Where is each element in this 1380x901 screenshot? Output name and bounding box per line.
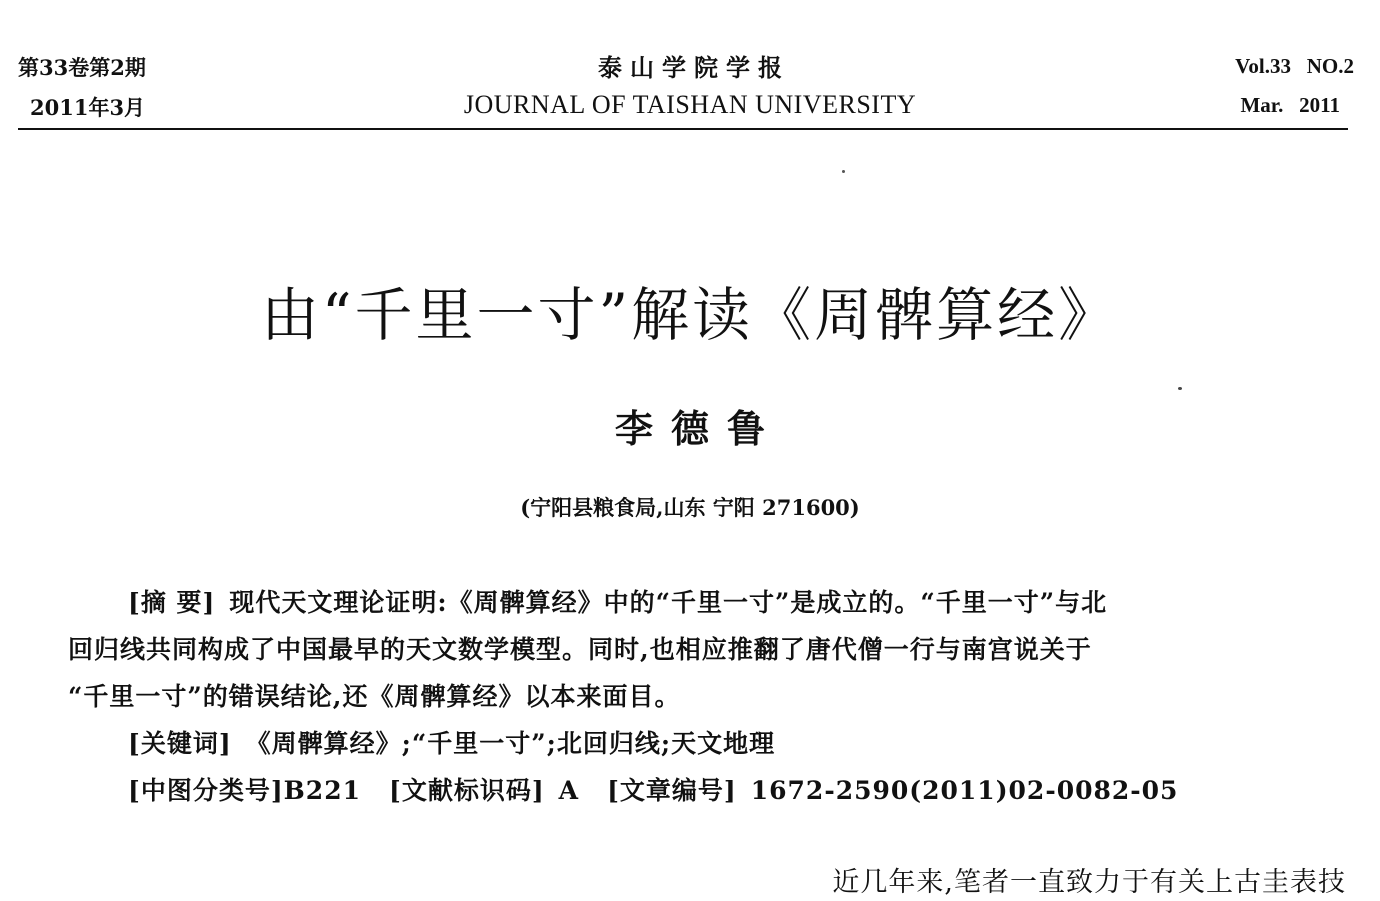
clc-label: [中图分类号] xyxy=(128,776,284,805)
doc-code-value: A xyxy=(558,776,580,805)
abstract-text: 现代天文理论证明:《周髀算经》中的“千里一寸”是成立的。“千里一寸”与北 xyxy=(229,588,1108,617)
abstract-label: [摘 要] xyxy=(128,588,216,617)
header-rule xyxy=(18,128,1348,130)
abstract-line xyxy=(128,583,1107,619)
article-title: 由“千里一寸”解读《周髀算经》 xyxy=(260,281,1120,349)
journal-date-en: Mar. 2011 xyxy=(1240,93,1340,117)
article-number-label: [文章编号] xyxy=(607,776,737,805)
classification-line xyxy=(128,771,1178,807)
abstract-line: 回归线共同构成了中国最早的天文数学模型。同时,也相应推翻了唐代僧一行与南宫说关于 xyxy=(68,635,1092,664)
keywords-label: [关键词] xyxy=(128,729,232,758)
scan-speck xyxy=(1178,387,1182,390)
scan-speck xyxy=(842,170,845,173)
journal-date: 2011年3月 xyxy=(30,95,146,120)
journal-volume-issue: 第33卷第2期 xyxy=(18,55,146,80)
journal-name-en: JOURNAL OF TAISHAN UNIVERSITY xyxy=(463,90,917,119)
doc-code-label: [文献标识码] xyxy=(389,776,545,805)
keywords-line xyxy=(128,724,775,760)
article-author: 李德鲁 xyxy=(614,406,783,451)
article-number-value: 1672-2590(2011)02-0082-05 xyxy=(750,776,1179,805)
journal-name-cn: 泰山学院学报 xyxy=(598,53,790,82)
journal-volume-en: Vol.33 NO.2 xyxy=(1235,54,1354,78)
author-affiliation: (宁阳县粮食局,山东 宁阳 271600) xyxy=(520,495,860,520)
clc-value: B221 xyxy=(283,776,361,805)
abstract-line: “千里一寸”的错误结论,还《周髀算经》以本来面目。 xyxy=(68,682,681,711)
body-text-line: 近几年来,笔者一直致力于有关上古圭表技 xyxy=(832,867,1346,898)
keywords-text: 《周髀算经》;“千里一寸”;北回归线;天文地理 xyxy=(245,729,776,758)
